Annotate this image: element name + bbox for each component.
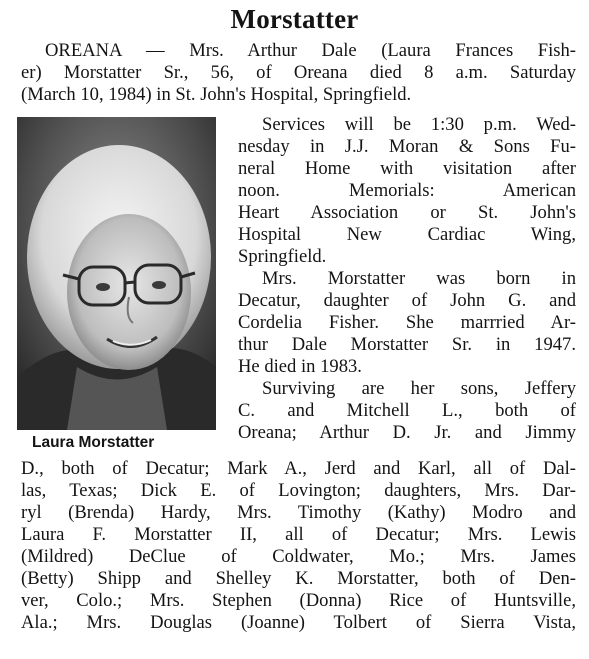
text-line: Hospital New Cardiac Wing, [238,224,576,245]
photo-caption: Laura Morstatter [32,434,155,451]
text-line: C. and Mitchell L., both of [238,400,576,421]
text-line: Mrs. Morstatter was born in [262,268,576,289]
text-line: (Betty) Shipp and Shelley K. Morstatter, both of Den- [21,568,576,589]
text-line: (March 10, 1984) in St. John's Hospital, Springfield. [21,84,412,105]
text-line: las, Texas; Dick E. of Lovington; daughters, Mrs. Dar- [21,480,576,501]
text-line: Heart Association or St. John's [238,202,576,223]
headline: Morstatter [230,4,359,34]
text-line: He died in 1983. [238,356,362,377]
text-line: ryl (Brenda) Hardy, Mrs. Timothy (Kathy) Modro and [21,502,576,523]
text-line: nesday in J.J. Moran & Sons Fu- [238,136,576,157]
text-line: noon. Memorials: American [238,180,576,201]
text-line: D., both of Decatur; Mark A., Jerd and Karl, all of Dal- [21,458,576,479]
text-line: Surviving are her sons, Jeffery [262,378,576,399]
text-line: Ala.; Mrs. Douglas (Joanne) Tolbert of Sierra Vista, [21,612,576,633]
text-line: OREANA — Mrs. Arthur Dale (Laura Frances Fish- [45,40,576,61]
text-line: (Mildred) DeClue of Coldwater, Mo.; Mrs. James [21,546,576,567]
text-line: neral Home with visitation after [238,158,576,179]
text-line: Decatur, daughter of John G. and [238,290,576,311]
text-line: Cordelia Fisher. She marrried Ar- [238,312,576,333]
portrait-photo [17,117,216,430]
text-line: Springfield. [238,246,327,267]
text-line: ver, Colo.; Mrs. Stephen (Donna) Rice of Huntsville, [21,590,576,611]
text-line: Oreana; Arthur D. Jr. and Jimmy [238,422,576,443]
portrait-image [17,117,216,430]
text-line: thur Dale Morstatter Sr. in 1947. [238,334,576,355]
text-line: er) Morstatter Sr., 56, of Oreana died 8 a.m. Saturday [21,62,576,83]
text-line: Laura F. Morstatter II, all of Decatur; Mrs. Lewis [21,524,576,545]
text-line: Services will be 1:30 p.m. Wed- [262,114,576,135]
